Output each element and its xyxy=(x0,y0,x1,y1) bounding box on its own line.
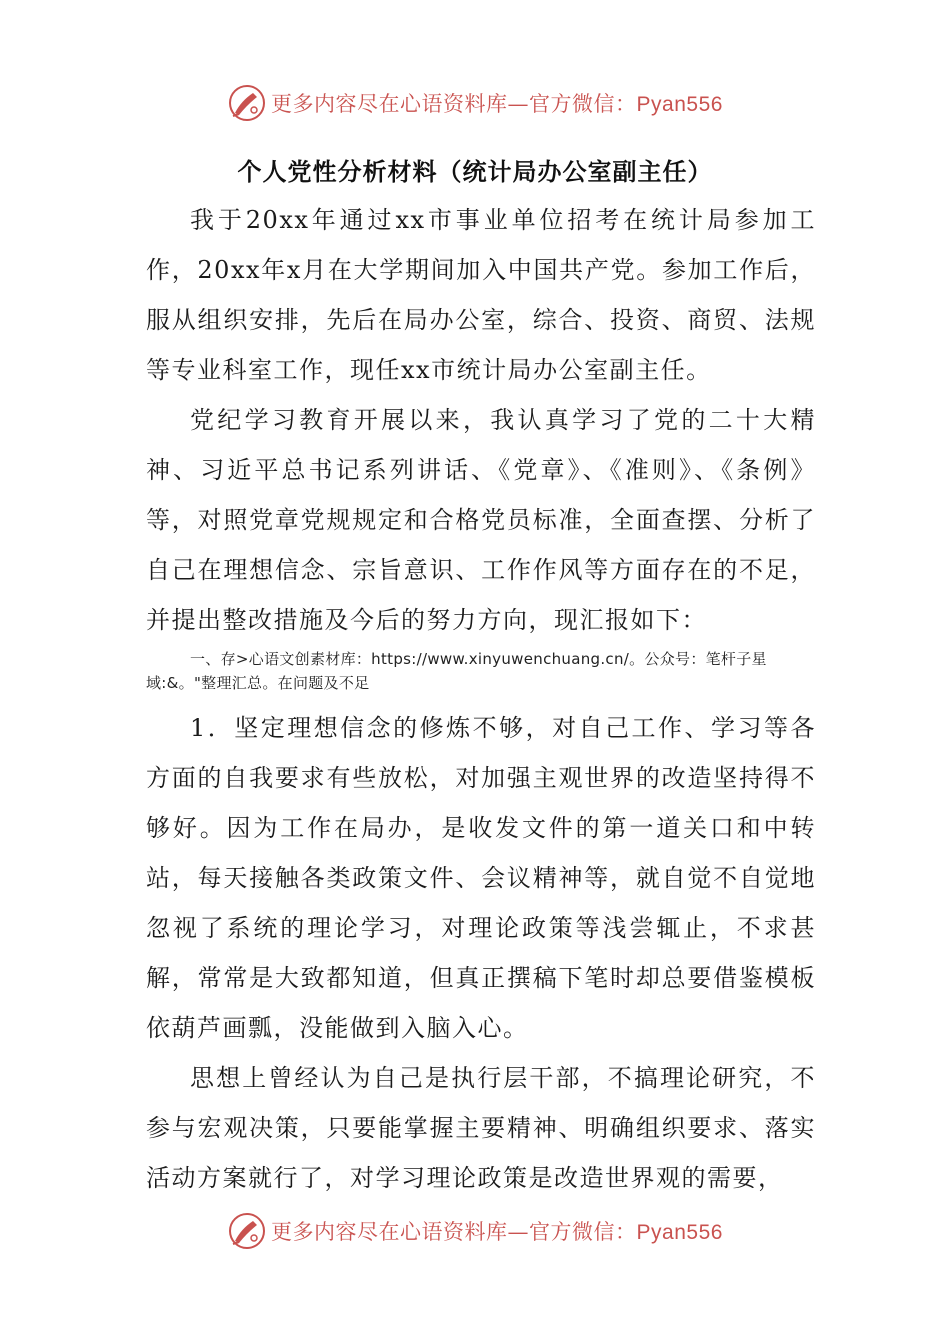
section-heading-note: 一、存>心语文创素材库：https://www.xinyuwenchuang.cn/。公众号：笔杆子星域:&。"整理汇总。在问题及不足 xyxy=(146,650,767,692)
paragraph-intro: 我于20xx年通过xx市事业单位招考在统计局参加工作，20xx年x月在大学期间加入中国共产党。参加工作后，服从组织安排，先后在局办公室，综合、投资、商贸、法规等专业科室工作，现任xx市统计局办公室副主任。 xyxy=(146,206,816,384)
pen-logo-icon xyxy=(227,1211,267,1251)
pen-logo-icon xyxy=(227,83,267,123)
banner-text: 更多内容尽在心语资料库—官方微信：Pyan556 xyxy=(271,92,723,116)
banner-wechat-id: Pyan556 xyxy=(636,1221,723,1244)
banner-text: 更多内容尽在心语资料库—官方微信：Pyan556 xyxy=(271,1220,723,1244)
paragraph-thinking: 思想上曾经认为自己是执行层干部，不搞理论研究，不参与宏观决策，只要能掌握主要精神、明确组织要求、落实活动方案就行了，对学习理论政策是改造世界观的需要， xyxy=(146,1064,816,1192)
paragraph-issue-1: 1．坚定理想信念的修炼不够，对自己工作、学习等各方面的自我要求有些放松，对加强主观世界的改造坚持得不够好。因为工作在局办，是收发文件的第一道关口和中转站，每天接触各类政策文件、会议精神等，就自觉不自觉地忽视了系统的理论学习，对理论政策等浅尝辄止，不求甚解，常常是大致都知道，但真正撰稿下笔时却总要借鉴模板依葫芦画瓢，没能做到入脑入心。 xyxy=(146,714,816,1042)
paragraph-study: 党纪学习教育开展以来，我认真学习了党的二十大精神、习近平总书记系列讲话、《党章》、《准则》、《条例》等，对照党章党规规定和合格党员标准，全面查摆、分析了自己在理想信念、宗旨意识、工作作风等方面存在的不足，并提出整改措施及今后的努力方向，现汇报如下： xyxy=(146,406,816,634)
header-watermark-banner xyxy=(0,78,950,128)
document-title: 个人党性分析材料（统计局办公室副主任） xyxy=(237,157,713,186)
footer-watermark-banner xyxy=(0,1206,950,1256)
document-body xyxy=(146,195,816,1203)
banner-wechat-id: Pyan556 xyxy=(636,93,723,116)
